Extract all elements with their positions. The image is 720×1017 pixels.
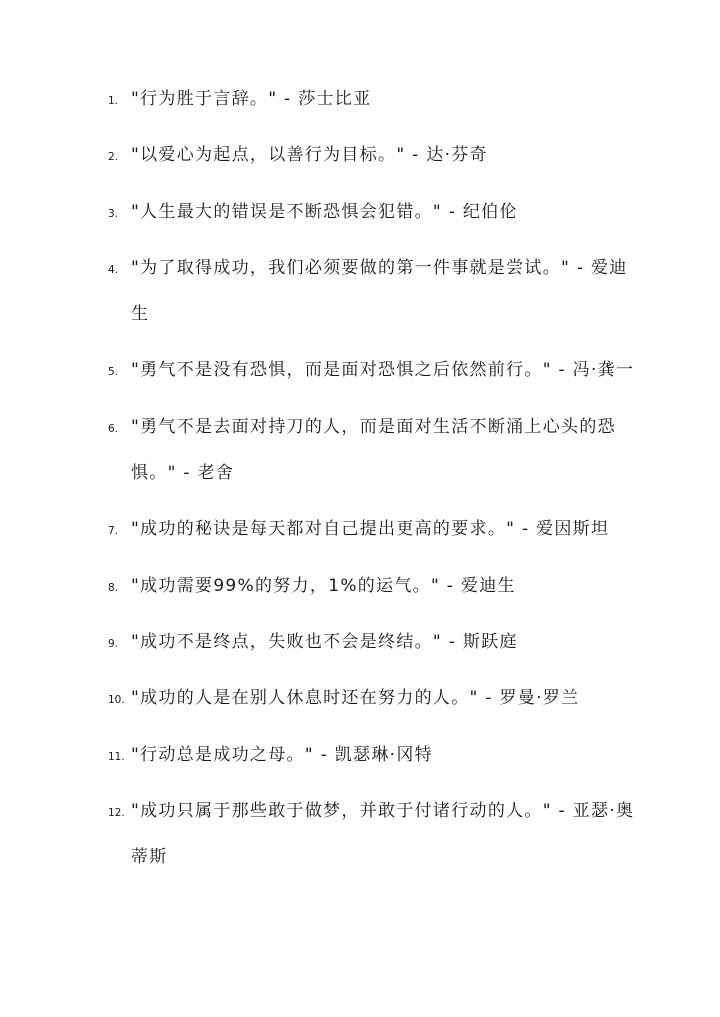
quote-text: "成功不是终点，失败也不会是终结。" - 斯跃庭 [131, 631, 518, 652]
quote-item [0, 132, 720, 178]
quote-number: 2. [108, 151, 119, 164]
quote-item [0, 732, 720, 778]
quote-text: "人生最大的错误是不断恐惧会犯错。" - 纪伯伦 [131, 201, 518, 222]
quote-item [0, 675, 720, 721]
quote-item [0, 347, 720, 393]
quote-number: 7. [108, 525, 119, 538]
quote-text: "为了取得成功，我们必须要做的第一件事就是尝试。" - 爱迪生 [131, 257, 628, 325]
quote-number: 6. [108, 422, 119, 435]
quote-number: 12. [108, 806, 125, 819]
quote-number: 10. [108, 694, 125, 707]
quote-item [0, 563, 720, 609]
quote-item [0, 189, 720, 235]
quote-number: 4. [108, 263, 119, 276]
quote-text: "行动总是成功之母。" - 凯瑟琳·冈特 [131, 744, 433, 765]
quote-text: "勇气不是去面对持刀的人，而是面对生活不断涌上心头的恐惧。" - 老舍 [131, 416, 616, 484]
quote-text: "成功的人是在别人休息时还在努力的人。" - 罗曼·罗兰 [131, 688, 580, 709]
quote-item [0, 404, 720, 497]
quote-number: 5. [108, 366, 119, 379]
quote-item [0, 506, 720, 552]
quote-text: "成功的秘诀是每天都对自己提出更高的要求。" - 爱因斯坦 [131, 519, 610, 540]
quote-list [0, 76, 720, 890]
quote-text: "成功需要99%的努力，1%的运气。" - 爱迪生 [131, 575, 516, 596]
quote-number: 11. [108, 750, 125, 763]
quote-item [0, 619, 720, 665]
quote-text: "以爱心为起点，以善行为目标。" - 达·芬奇 [131, 145, 488, 166]
quote-item [0, 245, 720, 338]
quote-text: "成功只属于那些敢于做梦，并敢于付诸行动的人。" - 亚瑟·奥蒂斯 [131, 800, 635, 868]
quote-number: 8. [108, 581, 119, 594]
quote-number: 9. [108, 637, 119, 650]
quote-text: "行为胜于言辞。" - 莎士比亚 [131, 89, 372, 109]
quote-number: 1. [108, 95, 119, 107]
quote-text: "勇气不是没有恐惧，而是面对恐惧之后依然前行。" - 冯·龚一 [131, 360, 635, 381]
quote-item [0, 788, 720, 881]
quote-number: 3. [108, 207, 119, 220]
quote-item [0, 76, 720, 122]
